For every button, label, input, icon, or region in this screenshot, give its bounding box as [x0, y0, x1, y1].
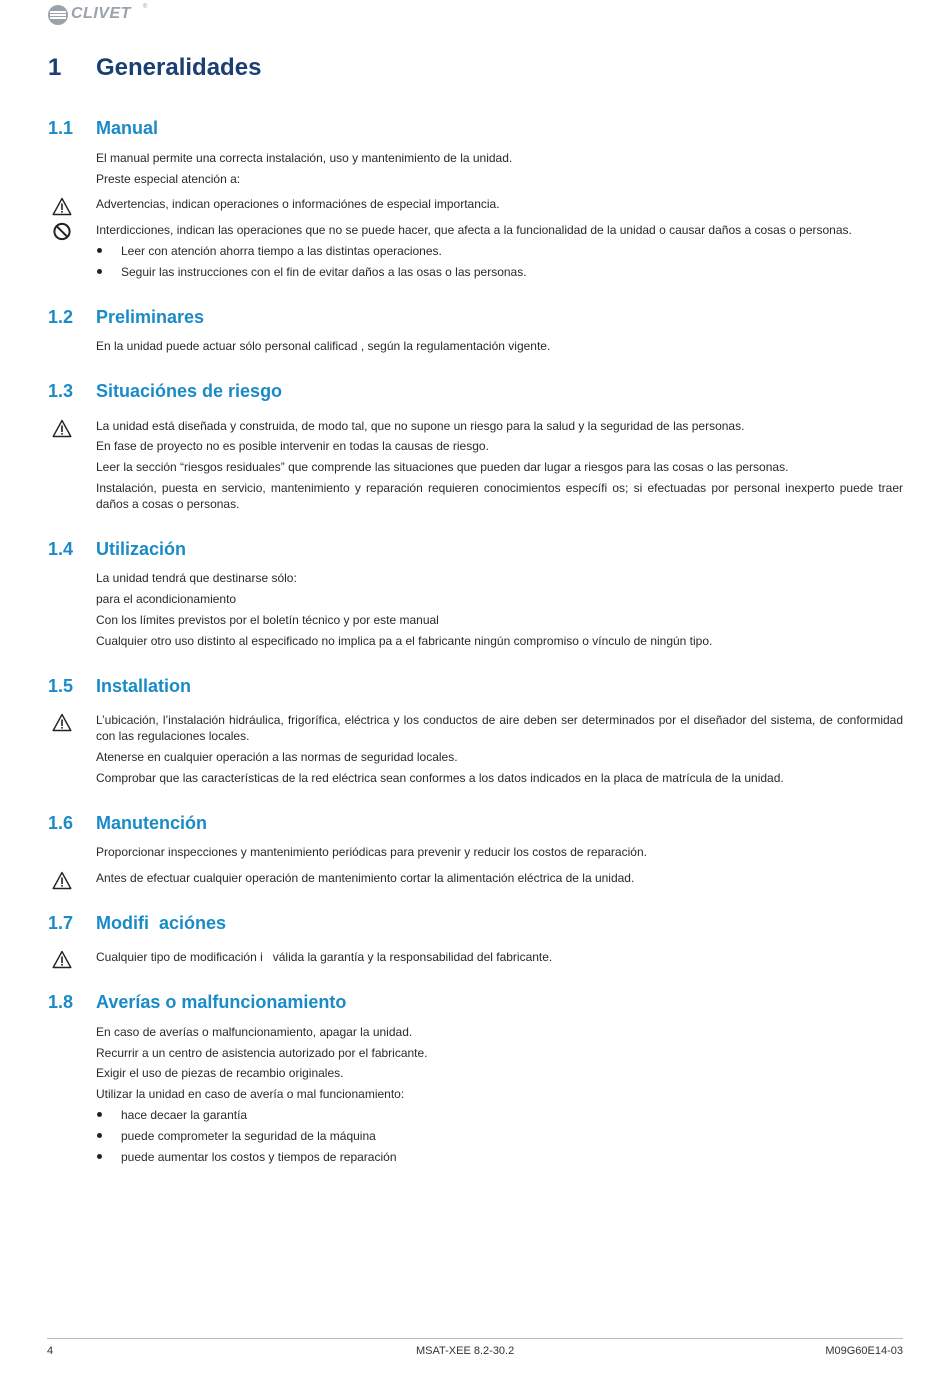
paragraph: Comprobar que las características de la red eléctrica sean conformes a los datos indicados en la placa de matrícula de la unidad.	[96, 771, 784, 785]
paragraph: En fase de proyecto no es posible intervenir en todas la causas de riesgo.	[96, 439, 489, 453]
list-item: hace decaer la garantía	[121, 1108, 248, 1122]
paragraph: En caso de averías o malfuncionamiento, apagar la unidad.	[96, 1025, 413, 1039]
bullet-dot	[97, 1108, 105, 1116]
paragraph: Atenerse en cualquier operación a las normas de seguridad locales.	[96, 750, 458, 764]
warning-triangle-icon	[52, 871, 72, 890]
bullet-dot	[97, 265, 105, 273]
paragraph: En la unidad puede actuar sólo personal calificad , según la regulamentación vigente.	[96, 339, 551, 353]
bullet-dot	[97, 1129, 105, 1137]
chapter-title	[48, 54, 261, 82]
footer-divider	[47, 1338, 903, 1339]
section-number: 1.6	[48, 813, 74, 833]
section-title: Manual	[96, 118, 159, 138]
paragraph: Recurrir a un centro de asistencia autorizado por el fabricante.	[96, 1046, 428, 1060]
section-title: Preliminares	[96, 307, 205, 327]
list-item: Seguir las instrucciones con el fin de evitar daños a las osas o las personas.	[121, 265, 527, 279]
page-number: 4	[47, 1345, 54, 1357]
paragraph: La unidad está diseñada y construida, de modo tal, que no supone un riesgo para la salud y la seguridad de las personas.	[96, 419, 745, 433]
footer-code: M09G60E14-03	[825, 1345, 903, 1357]
warning-text: Cualquier tipo de modificación i válida la garantía y la responsabilidad del fabricante.	[96, 950, 553, 964]
paragraph: Leer la sección “riesgos residuales” que comprende las situaciones que pueden dar lugar a riesgos para las cosas o las personas.	[96, 460, 789, 474]
section-heading-1-2	[48, 307, 204, 328]
section-title: Modifi aciónes	[96, 913, 227, 933]
clivet-logo-icon	[47, 4, 69, 26]
section-heading-1-8	[48, 992, 346, 1013]
section-number: 1.3	[48, 381, 74, 401]
list-item: puede aumentar los costos y tiempos de reparación	[121, 1150, 397, 1164]
paragraph: Instalación, puesta en servicio, mantenimiento y reparación requieren conocimientos específi os; si efectuadas por personal inexperto puede traer daños a cosas o personas.	[96, 481, 903, 511]
section-number: 1.5	[48, 676, 74, 696]
warning-text: Antes de efectuar cualquier operación de mantenimiento cortar la alimentación eléctrica de la unidad.	[96, 871, 635, 885]
clivet-logo	[47, 4, 157, 26]
prohibition-icon	[52, 222, 72, 241]
section-heading-1-4	[48, 539, 186, 560]
section-heading-1-1	[48, 118, 158, 139]
warning-triangle-icon	[52, 713, 72, 732]
bullet-dot	[97, 1150, 105, 1158]
bullet-dot	[97, 244, 105, 252]
paragraph: L’ubicación, l’instalación hidráulica, frigorífica, eléctrica y los conductos de aire deben ser determinados por el diseñador del sistema, de conformidad con las regulaciones locales.	[96, 713, 903, 743]
paragraph: Con los límites previstos por el boletín técnico y por este manual	[96, 613, 439, 627]
list-item: puede comprometer la seguridad de la máquina	[121, 1129, 376, 1143]
paragraph: Preste especial atención a:	[96, 172, 241, 186]
footer-model: MSAT-XEE 8.2-30.2	[416, 1345, 515, 1357]
paragraph: Proporcionar inspecciones y mantenimiento periódicas para prevenir y reducir los costos de reparación.	[96, 845, 647, 859]
section-heading-1-6	[48, 813, 207, 834]
paragraph: Cualquier otro uso distinto al especificado no implica pa a el fabricante ningún compromiso o vínculo de ningún tipo.	[96, 634, 713, 648]
chapter-title-text: Generalidades	[96, 54, 262, 81]
section-number: 1.2	[48, 307, 74, 327]
warning-triangle-icon	[52, 197, 72, 216]
section-number: 1.4	[48, 539, 74, 559]
section-title: Utilización	[96, 539, 187, 559]
list-item: Leer con atención ahorra tiempo a las distintas operaciones.	[121, 244, 442, 258]
logo-text: CLIVET	[71, 5, 131, 22]
section-number: 1.7	[48, 913, 74, 933]
section-number: 1.1	[48, 118, 74, 138]
logo-registered-mark: ®	[143, 4, 148, 10]
prohibition-text: Interdicciones, indican las operaciones que no se puede hacer, que afecta a la funcionalidad de la unidad o causar daños a cosas o personas.	[96, 223, 852, 237]
section-heading-1-3	[48, 381, 282, 402]
section-title: Manutención	[96, 813, 207, 833]
section-number: 1.8	[48, 992, 74, 1012]
section-heading-1-7	[48, 913, 226, 934]
chapter-number: 1	[48, 54, 62, 81]
section-title: Situaciónes de riesgo	[96, 381, 283, 401]
paragraph: para el acondicionamiento	[96, 592, 237, 606]
paragraph: Exigir el uso de piezas de recambio originales.	[96, 1066, 344, 1080]
paragraph: La unidad tendrá que destinarse sólo:	[96, 571, 297, 585]
paragraph: El manual permite una correcta instalación, uso y mantenimiento de la unidad.	[96, 151, 513, 165]
warning-triangle-icon	[52, 419, 72, 438]
warning-text: Advertencias, indican operaciones o informaciónes de especial importancia.	[96, 197, 500, 211]
warning-triangle-icon	[52, 950, 72, 969]
section-title: Installation	[96, 676, 192, 696]
section-title: Averías o malfuncionamiento	[96, 992, 347, 1012]
section-heading-1-5	[48, 676, 191, 697]
paragraph: Utilizar la unidad en caso de avería o mal funcionamiento:	[96, 1087, 405, 1101]
